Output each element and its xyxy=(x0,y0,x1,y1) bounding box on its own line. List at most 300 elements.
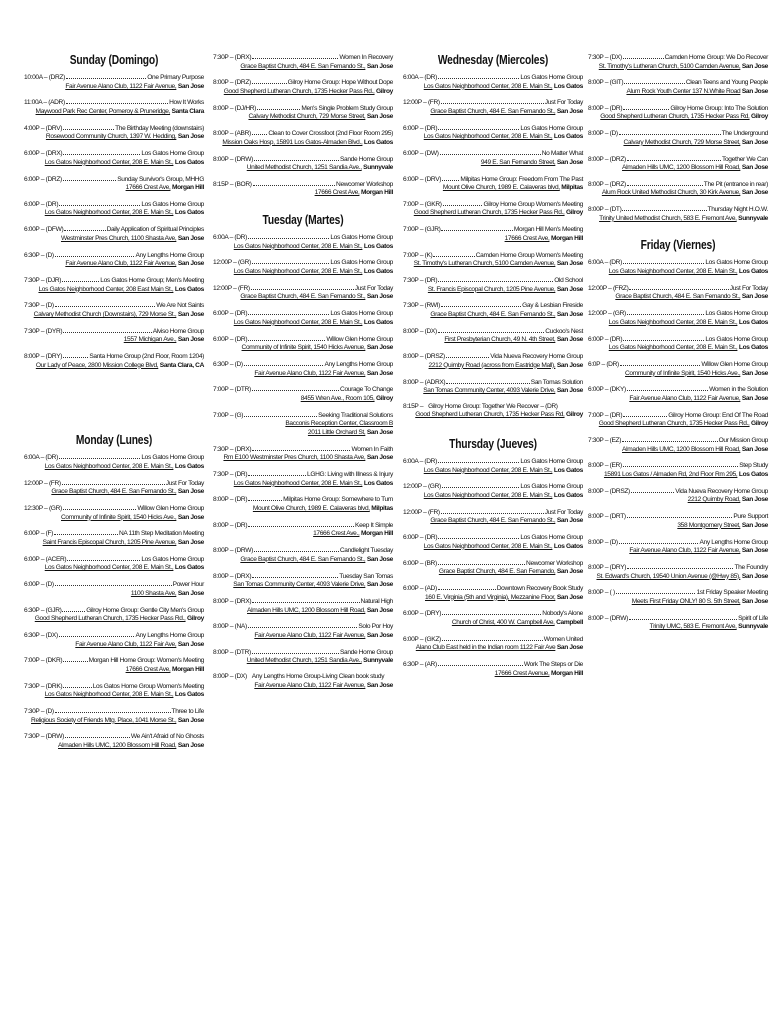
meeting-name: Just For Today xyxy=(729,284,768,292)
meeting-location xyxy=(588,547,768,556)
meeting-location xyxy=(24,235,204,244)
meeting-city: Gilroy xyxy=(566,411,583,419)
meeting-time-code: 8:00P – (DR) xyxy=(588,104,623,112)
meeting-location xyxy=(588,598,768,607)
meeting-entry xyxy=(403,583,583,602)
dot-leader xyxy=(63,655,87,662)
meeting-address: Meets First Friday ONLY! 80 S. 5th Street, xyxy=(631,597,741,605)
meeting-city: Sunnyvale xyxy=(363,657,393,665)
meeting-city: San Jose xyxy=(366,581,393,589)
meeting-address: Fair Avenue Alano Club, 1122 Fair Avenue, xyxy=(65,260,177,268)
meeting-time-code: 8:00P – (DRW) xyxy=(213,155,253,163)
meeting-entry xyxy=(588,460,768,479)
meeting-address: 17666 Crest Avenue, xyxy=(494,669,550,677)
meeting-name: Los Gatos Home Group xyxy=(141,555,204,563)
meeting-name: Any Lengths Home Group xyxy=(135,631,204,639)
meeting-entry xyxy=(24,605,204,624)
meeting-header xyxy=(213,647,393,658)
meeting-location xyxy=(403,83,583,92)
meeting-name: Newcomer Workshop xyxy=(526,559,583,567)
dot-leader xyxy=(620,359,700,366)
meeting-address: St. Timothy's Lutheran Church, 5100 Camden Avenue, xyxy=(598,62,741,70)
meeting-time-code: 8:00P – (DTR) xyxy=(213,648,251,656)
dot-leader xyxy=(627,179,703,186)
meeting-header xyxy=(403,583,583,594)
dot-leader xyxy=(627,562,733,569)
meeting-location xyxy=(24,666,204,675)
meeting-name: Willow Glen Home Group xyxy=(326,335,393,343)
dot-leader xyxy=(59,630,135,637)
meeting-name: Just For Today xyxy=(544,99,583,107)
dot-leader xyxy=(257,103,300,110)
meeting-address: 2212 Quimby Road (across from Eastridge Mall), xyxy=(428,361,556,369)
dot-leader xyxy=(623,103,669,110)
meeting-time-code: 6:00A – (DR) xyxy=(213,234,247,242)
meeting-time-code: 7:30P – (DRX) xyxy=(213,54,252,61)
meeting-city: Los Gatos xyxy=(738,471,768,479)
meeting-name: Thursday Night H.O.W. xyxy=(707,206,768,214)
day-heading: Sunday (Domingo) xyxy=(69,53,159,67)
dot-leader xyxy=(623,257,704,264)
meeting-header xyxy=(588,511,768,522)
meeting-time-code: 6:00P – (DR) xyxy=(213,335,248,343)
meeting-entry xyxy=(24,731,204,750)
meeting-name: Los Gatos Home Group xyxy=(141,454,204,462)
meeting-header xyxy=(24,528,204,539)
meeting-address: Los Gatos Neighborhood Center, 208 E. Main St., xyxy=(44,564,174,572)
meeting-entry xyxy=(24,250,204,269)
day-section xyxy=(213,212,393,690)
meeting-time-code: 6:0P – (DR) xyxy=(588,360,619,368)
meeting-header xyxy=(213,283,393,294)
meeting-address: 2011 Little Orchard St, xyxy=(307,428,366,436)
meeting-time-code: 8:00P – (D) xyxy=(588,130,618,138)
meeting-entry xyxy=(213,77,393,96)
meeting-entry xyxy=(403,456,583,475)
meeting-name: Just For Today xyxy=(165,479,204,487)
meeting-address: United Methodist Church, 1251 Sandia Ave., xyxy=(246,164,362,172)
meeting-header xyxy=(213,52,393,63)
meeting-header xyxy=(213,384,393,395)
meeting-address: 15891 Los Gatos / Almaden Rd, 2nd Floor Rm 295, xyxy=(603,471,738,479)
meeting-location xyxy=(403,108,583,117)
meeting-location xyxy=(213,63,393,72)
dot-leader xyxy=(627,384,708,391)
meeting-header xyxy=(403,123,583,134)
meeting-location xyxy=(403,209,583,218)
meeting-location xyxy=(588,446,768,455)
meeting-header xyxy=(588,283,768,294)
meeting-time-code: 8:00P – (DX) xyxy=(403,327,437,335)
meeting-name: Gilroy Home Group: Gentle City Men's Group xyxy=(86,606,204,614)
meeting-time-code: 7:00P – (G) xyxy=(213,411,244,419)
meeting-city: San Jose xyxy=(556,568,583,576)
dot-leader xyxy=(63,681,91,688)
dot-leader xyxy=(253,179,335,186)
meeting-location xyxy=(588,471,768,480)
meeting-name: Seeking Traditional Solutions xyxy=(318,411,393,419)
dot-leader xyxy=(55,250,135,257)
meeting-name: We Are Not Saints xyxy=(156,302,204,310)
meeting-header xyxy=(24,731,204,742)
meeting-header xyxy=(403,507,583,518)
meeting-city: San Jose xyxy=(366,428,393,436)
meeting-city: Santa Clara, CA xyxy=(159,361,204,369)
meeting-address: Alum Rock Youth Center 137 N.White Road xyxy=(626,87,741,95)
meeting-time-code: 8:00P – (DRX) xyxy=(213,572,252,580)
dot-leader xyxy=(252,596,359,603)
meeting-location xyxy=(588,319,768,328)
meeting-location xyxy=(588,215,768,224)
meeting-location xyxy=(213,164,393,173)
meeting-address: Grace Baptist Church, 484 E. San Fernando St., xyxy=(430,310,556,318)
meeting-entry xyxy=(588,334,768,353)
meeting-address: Los Gatos Neighborhood Center, 208 E. Main St., xyxy=(608,344,738,352)
dot-leader xyxy=(63,326,152,333)
meeting-time-code: 8:00P – (ADRX) xyxy=(403,378,446,386)
meeting-address: Mount Olive Church, 1989 E. Calaveras blvd, xyxy=(252,505,370,512)
meeting-address: Fair Avenue Alano Club, 1122 Fair Avenue, xyxy=(254,681,366,689)
meeting-location xyxy=(588,293,768,302)
meeting-address: San Tomas Community Center, 4093 Valerie Drive, xyxy=(423,387,556,395)
meeting-time-code: 8:00P – (GIT) xyxy=(588,79,624,87)
meeting-city: San Jose xyxy=(366,681,393,689)
meeting-city: Los Gatos xyxy=(553,133,583,141)
dot-leader xyxy=(442,634,543,641)
meeting-name: Camden Home Group Women's Meeting xyxy=(475,251,583,259)
dot-leader xyxy=(252,444,350,451)
meeting-name: Los Gatos Home Group xyxy=(520,483,583,491)
meeting-location xyxy=(213,88,393,97)
meeting-address: Grace Baptist Church, 484 E. San Fernando St., xyxy=(240,62,366,70)
dot-leader xyxy=(442,174,459,181)
meeting-entry xyxy=(24,174,204,193)
meeting-city: San Jose xyxy=(366,62,393,70)
meeting-location xyxy=(588,139,768,148)
meeting-city: San Jose xyxy=(741,547,768,555)
meeting-location xyxy=(403,336,583,345)
meeting-entry xyxy=(403,351,583,370)
meeting-city: San Jose xyxy=(366,555,393,563)
day-section xyxy=(24,432,204,750)
meeting-header xyxy=(24,224,204,235)
meeting-header xyxy=(24,199,204,210)
meeting-header xyxy=(213,128,393,139)
meeting-city: San Jose xyxy=(741,87,768,95)
meeting-header xyxy=(213,494,393,505)
meeting-location xyxy=(588,370,768,379)
meeting-location xyxy=(213,293,393,302)
meeting-time-code: 4:00P – (DRV) xyxy=(24,124,63,132)
meeting-address: Good Shepherd Lutheran Church, 1735 Hecker Pass Rd., xyxy=(34,615,186,623)
meeting-address: 17666 Crest Ave, xyxy=(314,189,360,197)
meeting-entry xyxy=(213,571,393,590)
meeting-location xyxy=(588,113,768,122)
meeting-entry xyxy=(588,257,768,276)
meeting-time-code: 6:30P – (GJR) xyxy=(24,606,62,614)
meeting-time-code: 7:30P – (RWI) xyxy=(403,302,440,310)
dot-leader xyxy=(438,659,523,666)
dot-leader xyxy=(248,232,329,239)
dot-leader xyxy=(623,460,738,467)
meeting-address: Grace Baptist Church, 484 E. San Fernando St., xyxy=(240,555,366,563)
meeting-address: Fair Avenue Alano Club, 1122 Fair Avenue, xyxy=(629,547,741,555)
meeting-location xyxy=(588,623,768,632)
meeting-header xyxy=(24,72,204,83)
meeting-time-code: 6:30P – (D) xyxy=(24,251,54,259)
meeting-time-code: 7:30P – (DX) xyxy=(588,54,622,61)
meeting-time-code: 10:00A – (DRZ) xyxy=(24,74,65,81)
meeting-name: Step Study xyxy=(739,462,768,470)
day-section xyxy=(213,52,393,198)
meeting-name: Tuesday San Tomas xyxy=(339,572,393,580)
meeting-location xyxy=(403,311,583,320)
meeting-location xyxy=(213,370,393,379)
day-section xyxy=(403,52,583,420)
meeting-name: Gilroy Home Group: Hope Without Dope xyxy=(287,79,393,87)
dot-leader xyxy=(631,486,674,493)
meeting-location xyxy=(24,742,204,751)
meeting-entry xyxy=(24,275,204,294)
meeting-header xyxy=(588,562,768,573)
meeting-time-code: 8:00P – (DJ/HR) xyxy=(213,104,256,112)
meeting-address: Fair Avenue Alano Club, 1122 Fair Avenue, xyxy=(254,369,366,377)
dot-leader xyxy=(63,351,88,358)
dot-leader xyxy=(66,72,146,79)
meeting-location xyxy=(24,590,204,599)
meeting-header xyxy=(403,174,583,185)
meeting-address: Fair Avenue Alano Club, 1122 Fair Avenue, xyxy=(65,82,177,90)
meeting-time-code: 8:00P – (DRY) xyxy=(24,353,63,361)
meeting-entry xyxy=(403,507,583,526)
meeting-header xyxy=(403,72,583,83)
dot-leader xyxy=(252,128,268,135)
meeting-city: Gilroy xyxy=(751,420,768,428)
meeting-address: Mission Oaks Hosp, 15891 Los Gatos-Almaden Blvd., xyxy=(222,138,363,146)
meeting-header xyxy=(403,634,583,645)
meeting-entry xyxy=(588,52,768,71)
meeting-address: Community of Infinite Spirit, 1540 Hicks Avenue, xyxy=(241,344,366,352)
meeting-header xyxy=(24,706,204,717)
meeting-name: Gilroy Home Group: Together We Recover – (DR) xyxy=(428,402,558,410)
meeting-time-code: 7:30P – (EZ) xyxy=(588,437,622,445)
dot-leader xyxy=(622,204,706,211)
meeting-address: Bacconis Reception Center, Classroom B xyxy=(285,420,393,428)
meeting-entry xyxy=(24,528,204,547)
dot-leader xyxy=(442,608,541,615)
meeting-location xyxy=(588,420,768,429)
meeting-address: Los Gatos Neighborhood Center, 208 E. Main St., xyxy=(233,479,363,487)
meeting-name: Our Mission Group xyxy=(718,437,768,445)
meeting-header xyxy=(213,334,393,345)
meeting-name: Camden Home Group: We Do Recover xyxy=(664,54,768,61)
dot-leader xyxy=(438,558,525,565)
meeting-time-code: 8:00P – (ER) xyxy=(588,462,622,470)
day-heading: Monday (Lunes) xyxy=(75,433,153,448)
dot-leader xyxy=(252,52,338,59)
meeting-entry xyxy=(24,579,204,598)
meeting-time-code: 7:30P – (DR) xyxy=(213,471,248,479)
meeting-address: Rosewood Community Church, 1397 W. Hedding, xyxy=(45,133,177,141)
meeting-address: 949 E. San Fernando Street, xyxy=(480,158,556,166)
meeting-entry xyxy=(24,503,204,522)
meeting-time-code: 8:00P – (DRX) xyxy=(213,597,252,605)
meeting-address: Calvary Methodist Church, 729 Morse Street, xyxy=(248,113,366,121)
meeting-name: Los Gatos Home Group xyxy=(520,124,583,132)
meeting-entry xyxy=(24,630,204,649)
dot-leader xyxy=(244,359,324,366)
meeting-header xyxy=(403,351,583,362)
meeting-header xyxy=(403,481,583,492)
meeting-time-code: 7:30P – (DJR) xyxy=(24,277,62,284)
dot-leader xyxy=(248,672,251,678)
dot-leader xyxy=(55,579,172,586)
dot-leader xyxy=(622,435,718,442)
meeting-name: Milpitas Home Group: Somewhere to Turn xyxy=(283,496,393,504)
meeting-entry xyxy=(213,596,393,615)
dot-leader xyxy=(254,545,339,552)
meeting-location xyxy=(213,682,393,691)
meeting-entry xyxy=(403,72,583,91)
meeting-time-code: 12:30P – (GR) xyxy=(24,505,62,513)
meeting-entry xyxy=(588,410,768,429)
meeting-header xyxy=(24,97,204,108)
meeting-name: LGHG: Living with Illness & Injury xyxy=(307,471,393,479)
meeting-header xyxy=(213,520,393,531)
meeting-time-code: 6:00A – (DR) xyxy=(403,74,437,81)
meeting-header xyxy=(588,486,768,497)
meeting-time-code: 7:30P – (D) xyxy=(24,708,54,716)
meeting-city: San Jose xyxy=(366,454,393,462)
meeting-city: San Jose xyxy=(556,260,583,268)
meeting-city: Santa Clara xyxy=(171,107,204,115)
meeting-address: Calvary Methodist Church (Downstairs), 729 Morse St., xyxy=(33,310,177,318)
meeting-entry xyxy=(213,52,393,71)
meeting-header xyxy=(403,608,583,619)
meeting-address: Almaden Hills UMC, 1200 Blossom Hill Road, xyxy=(622,164,741,172)
meeting-entry xyxy=(403,608,583,627)
meeting-address: Los Gatos Neighborhood Center, 208 E. Main St., xyxy=(233,268,363,276)
meeting-name: Los Gatos Home Group xyxy=(520,74,583,81)
day-heading: Thursday (Jueves) xyxy=(449,437,537,452)
meeting-entry xyxy=(588,486,768,505)
dot-leader xyxy=(59,452,140,459)
meeting-address: Grace Baptist Church, 484 E. San Fernando, xyxy=(438,568,556,576)
meeting-header xyxy=(24,655,204,666)
meeting-address: Los Gatos Neighborhood Center, 208 E. Main St., xyxy=(423,466,553,474)
meeting-city: San Jose xyxy=(366,113,393,121)
meeting-address: Good Shepherd Lutheran Church, 1735 Hecker Pass Rd, xyxy=(415,411,565,419)
schedule-column xyxy=(213,52,393,696)
meeting-location xyxy=(213,657,393,666)
meeting-city: Morgan Hill xyxy=(550,234,583,242)
meeting-location xyxy=(403,594,583,603)
meeting-entry xyxy=(403,326,583,345)
meeting-name: Downtown Recovery Book Study xyxy=(496,584,583,592)
meeting-city: Los Gatos xyxy=(738,268,768,276)
dot-leader xyxy=(438,583,496,590)
meeting-entry xyxy=(403,199,583,218)
meeting-name: Milpitas Home Group: Freedom From The Past xyxy=(460,175,583,183)
meeting-name: San Tomas Solution xyxy=(530,378,583,386)
dot-leader xyxy=(63,174,116,181)
meeting-header xyxy=(588,435,768,446)
meeting-name: Willow Glen Home Group xyxy=(137,505,204,513)
meeting-address: Alum Rock United Methodist Church, 30 Kirk Avenue, xyxy=(601,189,741,197)
meeting-time-code: 6:00P – (DR) xyxy=(213,310,248,318)
meeting-name: Any Lengths Home Group xyxy=(699,538,768,546)
dot-leader xyxy=(252,384,339,391)
meeting-header xyxy=(588,334,768,345)
meeting-entry xyxy=(24,224,204,243)
dot-leader xyxy=(55,706,171,713)
dot-leader xyxy=(446,377,530,384)
day-section xyxy=(588,52,768,223)
meeting-name: Power Hour xyxy=(172,581,204,589)
meeting-location xyxy=(213,395,393,404)
meeting-city: Los Gatos xyxy=(363,268,393,276)
meeting-name: Los Gatos Home Group Women's Meeting xyxy=(92,682,204,690)
meeting-entry xyxy=(588,204,768,223)
meeting-time-code: 7:30P – (DRK) xyxy=(24,682,63,690)
meeting-location xyxy=(24,311,204,320)
meeting-address: Almaden Hills UMC, 1200 Blossom Hill Road, xyxy=(622,445,741,453)
meeting-entry xyxy=(403,377,583,396)
meeting-name: No Matter What xyxy=(541,150,583,158)
meeting-address: Grace Baptist Church, 484 E. San Fernando St., xyxy=(615,293,741,301)
meeting-city: San Jose xyxy=(556,310,583,318)
meeting-city: San Jose xyxy=(177,589,204,597)
meeting-address: Los Gatos Neighborhood Center, 208 E. Main St., xyxy=(44,158,174,166)
meeting-name: Just For Today xyxy=(354,284,393,292)
meeting-header xyxy=(24,326,204,337)
meeting-city: San Jose xyxy=(177,336,204,344)
meeting-header xyxy=(24,275,204,286)
meeting-entry xyxy=(403,532,583,551)
dot-leader xyxy=(66,97,168,104)
meeting-city: Milpitas xyxy=(371,505,393,512)
meeting-location xyxy=(213,344,393,353)
meeting-name: Nobody's Alone xyxy=(542,610,583,618)
meeting-city: San Jose xyxy=(177,539,204,547)
meeting-time-code: 6:00P – (DKY) xyxy=(588,386,626,394)
meeting-address: United Methodist Church, 1251 Sandia Ave., xyxy=(246,657,362,665)
meeting-location xyxy=(403,619,583,628)
meeting-location xyxy=(24,488,204,497)
dot-leader xyxy=(54,528,118,535)
meeting-address: Grace Baptist Church, 484 E. San Fernando St., xyxy=(430,107,556,115)
dot-leader xyxy=(441,97,544,104)
meeting-location xyxy=(588,88,768,97)
meeting-entry xyxy=(403,224,583,243)
meeting-location xyxy=(24,108,204,117)
meeting-header xyxy=(213,179,393,190)
dot-leader xyxy=(619,128,721,135)
meeting-address: Grace Baptist Church, 484 E. San Fernando St., xyxy=(51,488,177,496)
meeting-location xyxy=(588,164,768,173)
meeting-time-code: 6:00P – (BR) xyxy=(403,559,437,567)
meeting-name: Los Gatos Home Group xyxy=(330,259,393,267)
meeting-entry xyxy=(403,123,583,142)
meeting-header xyxy=(213,257,393,268)
meeting-time-code: 6:00A – (DR) xyxy=(24,454,58,462)
dot-leader xyxy=(67,554,140,561)
meeting-header xyxy=(403,97,583,108)
meeting-time-code: 7:30P – (DYR) xyxy=(24,327,63,335)
meeting-city: San Jose xyxy=(556,336,583,344)
meeting-address: Fair Avenue Alano Club, 1122 Fair Avenue, xyxy=(254,631,366,639)
meeting-location-extra xyxy=(213,429,393,438)
